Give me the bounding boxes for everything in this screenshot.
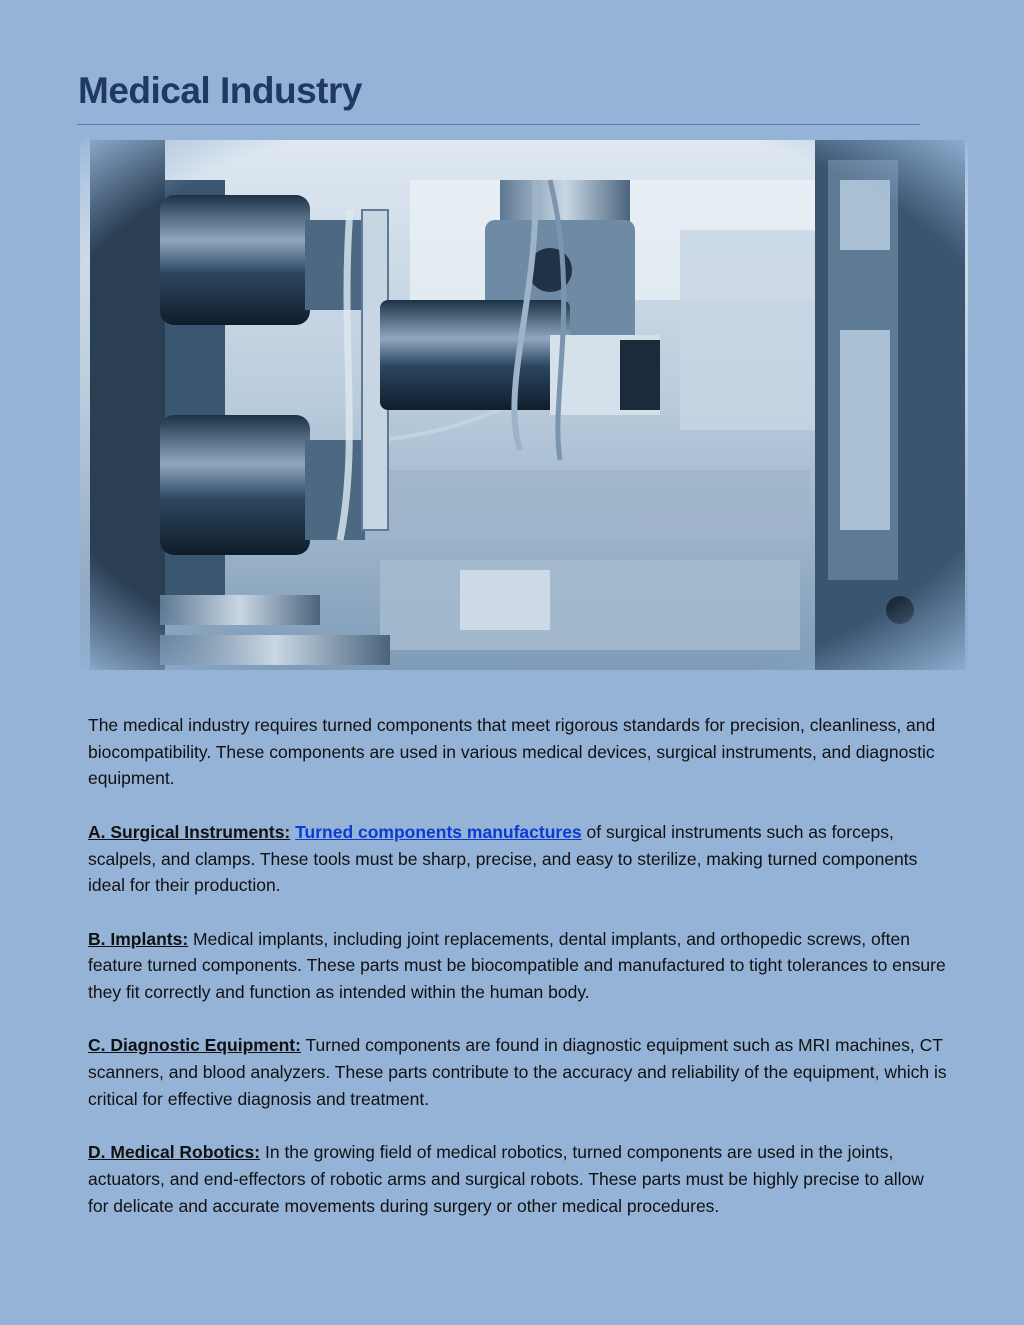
section-label: C. Diagnostic Equipment: [88,1035,301,1056]
section-text: of surgical instruments such as forceps, scalpels, and clamps. These tools must be sharp, precise, and easy to sterilize, making turned components ideal for their production. [88,821,918,896]
section-implants [88,926,948,1006]
article-body [88,712,948,1246]
page-title: Medical Industry [78,70,362,111]
section-label: D. Medical Robotics: [88,1142,261,1163]
section-label: B. Implants: [88,928,189,949]
hero-image [80,140,968,670]
section-text: Turned components are found in diagnostic equipment such as MRI machines, CT scanners, and blood analyzers. These parts contribute to the accuracy and reliability of the equipment, which is critical for effective diagnosis and treatment. [88,1035,947,1109]
section-surgical-instruments [88,819,948,899]
title-divider [77,124,920,125]
turned-components-link[interactable]: Turned components manufactures [295,821,582,842]
section-label: A. Surgical Instruments: [88,821,291,842]
section-diagnostic-equipment [88,1032,948,1112]
section-text: In the growing field of medical robotics, turned components are used in the joints, actuators, and end-effectors of robotic arms and surgical robots. These parts must be highly precise to allow for delicate and accurate movements during surgery or other medical procedures. [88,1142,924,1216]
intro-paragraph: The medical industry requires turned components that meet rigorous standards for precision, cleanliness, and biocompatibility. These components are used in various medical devices, surgical instruments, and diagnostic equipment. [88,715,936,789]
section-text: Medical implants, including joint replacements, dental implants, and orthopedic screws, often feature turned components. These parts must be biocompatible and manufactured to tight tolerances to ensure they fit correctly and function as intended within the human body. [88,928,946,1002]
section-medical-robotics [88,1139,948,1219]
